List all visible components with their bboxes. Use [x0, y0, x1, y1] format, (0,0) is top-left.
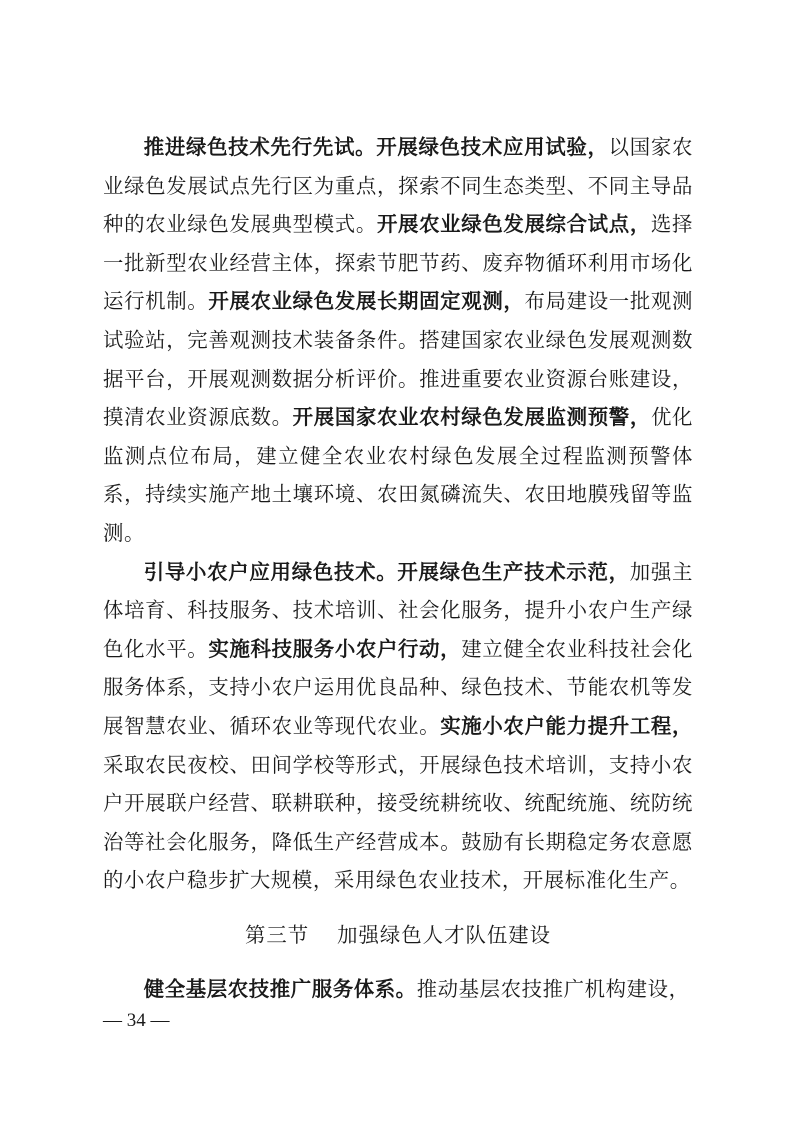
section-heading: [103, 916, 693, 955]
text-run: 选择一批新型农业经营主体，探索节肥节药、废弃物循环利用市场化运行机制。: [103, 212, 693, 314]
paragraph-green-tech-trial: [103, 128, 693, 553]
body-text: [103, 128, 693, 1009]
paragraph-body: 推动基层农技推广机构建设，: [416, 977, 690, 1002]
bold-run: 开展绿色技术应用试验，: [376, 135, 609, 159]
bold-run: 开展绿色生产技术示范，: [397, 559, 630, 584]
text-run: 以国家农业绿色发展试点先行区为重点，探索不同生态类型、不同主导品种的农业绿色发展典型模式。: [103, 135, 693, 237]
bold-run: 引导小农户应用绿色技术。: [143, 559, 398, 584]
text-run: 优化监测点位布局，建立健全农业农村绿色发展全过程监测预警体系，持续实施产地土壤环境、农田氮磷流失、农田地膜残留等监测。: [103, 405, 694, 545]
bold-run: 开展农业绿色发展长期固定观测，: [208, 289, 525, 314]
bold-run: 开展国家农业农村绿色发展监测预警，: [292, 405, 651, 430]
bold-run: 实施小农户能力提升工程，: [440, 713, 693, 738]
text-run: 建立健全农业科技社会化服务体系，支持小农户运用优良品种、绿色技术、节能农机等发展智慧农业、循环农业等现代农业。: [103, 636, 693, 738]
paragraph-small-farmers: [103, 553, 693, 900]
bold-run: 开展农业绿色发展综合试点，: [376, 212, 651, 237]
page-number: — 34 —: [103, 1010, 170, 1031]
paragraph-extension-system: [103, 970, 693, 1009]
paragraph-lead: 健全基层农技推广服务体系。: [143, 977, 417, 1002]
section-title: 加强绿色人才队伍建设: [337, 922, 552, 947]
text-run: 采取农民夜校、田间学校等形式，开展绿色技术培训，支持小农户开展联户经营、联耕联种，接受统耕统收、统配统施、统防统治等社会化服务，降低生产经营成本。鼓励有长期稳定务农意愿的小农户稳步扩大规模，采用绿色农业技术，开展标准化生产。: [103, 752, 693, 893]
bold-run: 推进绿色技术先行先试。: [143, 135, 377, 159]
section-number: 第三节: [244, 922, 310, 947]
text-run: 加强主体培育、科技服务、技术培训、社会化服务，提升小农户生产绿色化水平。: [103, 559, 693, 661]
text-run: 布局建设一批观测试验站，完善观测技术装备条件。搭建国家农业绿色发展观测数据平台，开展观测数据分析评价。推进重要农业资源台账建设，摸清农业资源底数。: [103, 289, 693, 430]
bold-run: 实施科技服务小农户行动，: [208, 636, 462, 661]
